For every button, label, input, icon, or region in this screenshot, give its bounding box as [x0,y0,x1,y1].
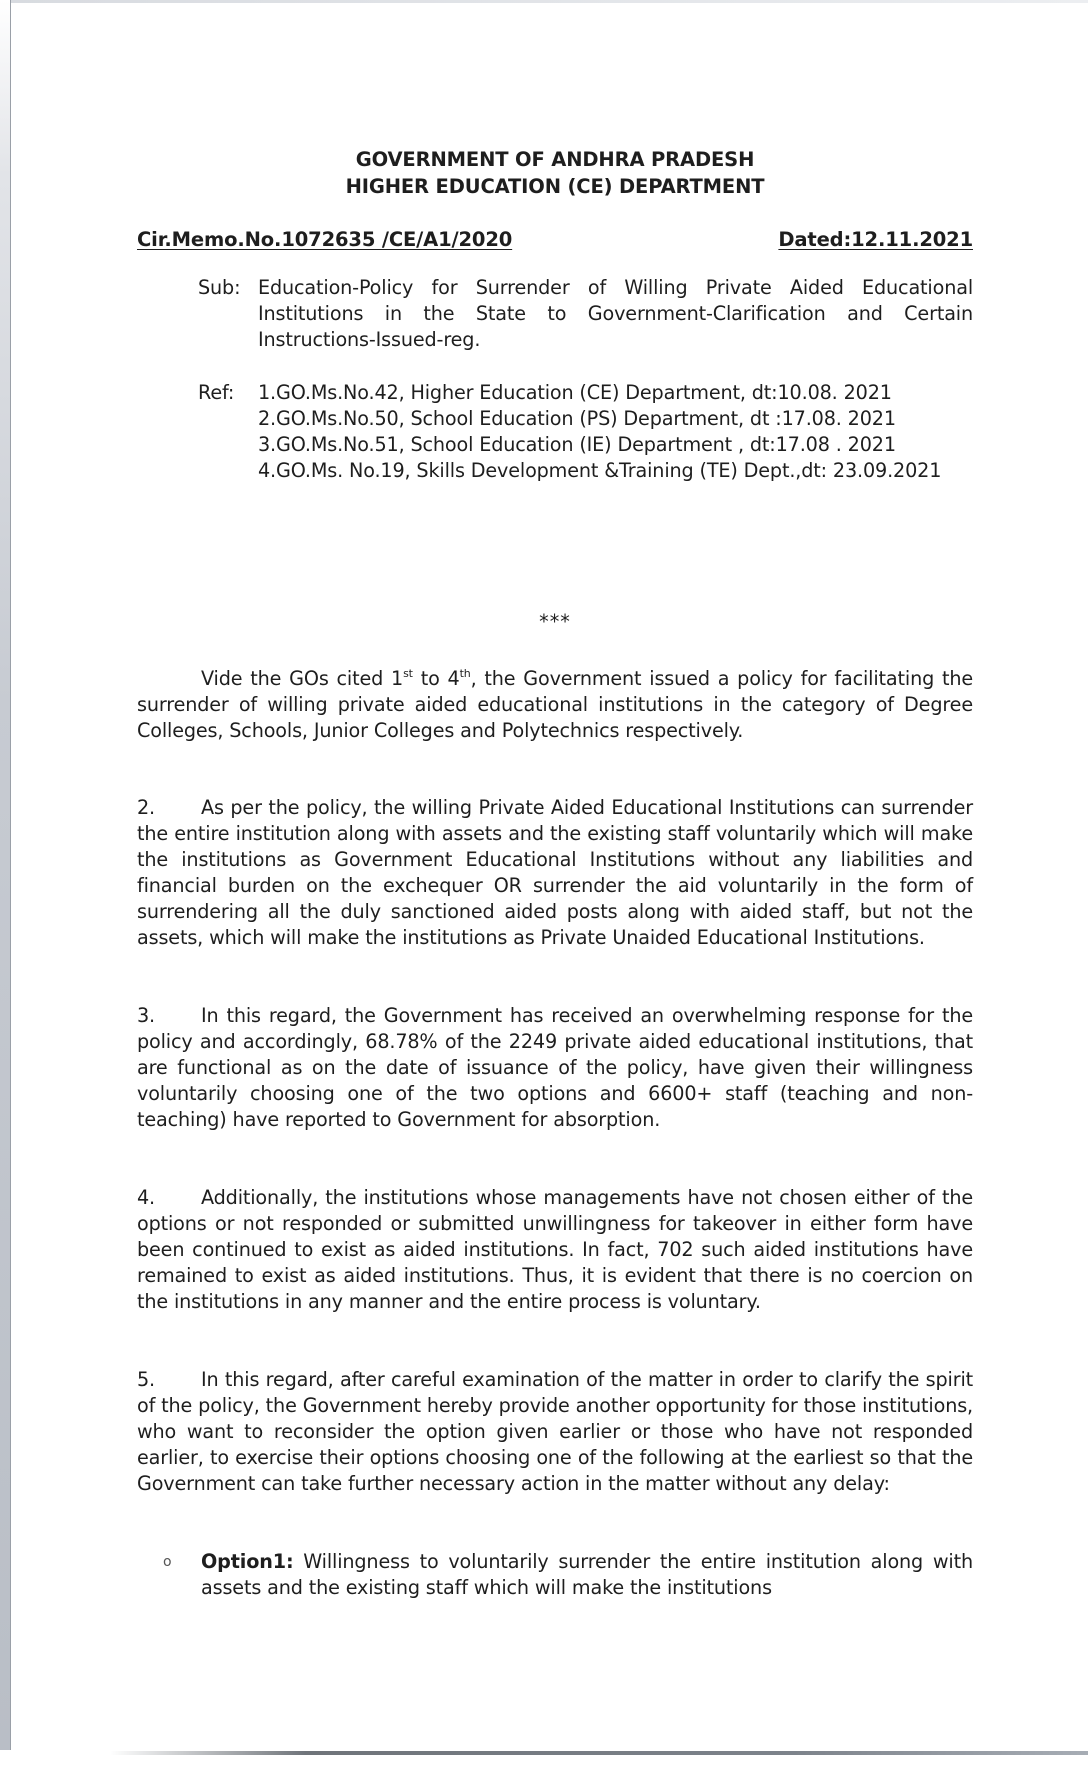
option-text: Willingness to voluntarily surrender the entire institution along with assets and the existing staff which will make the institutions [201,1550,973,1599]
scan-edge-bottom [110,1751,1088,1755]
reference-item: 4.GO.Ms. No.19, Skills Development &Training (TE) Dept.,dt: 23.09.2021 [258,459,942,482]
paragraph-1-pre: Vide the GOs cited 1 [201,667,404,690]
paragraph-1-post: , the Government issued a policy for facilitating the surrender of willing private aided educational institutions in the category of Degree Colleges, Schools, Junior Colleges and Polytechnics respectively. [137,667,974,742]
paragraph-number: 4. [137,1186,156,1209]
hollow-bullet-icon: o [163,1554,172,1570]
memo-number: Cir.Memo.No.1072635 /CE/A1/2020 [137,228,513,251]
references-block [198,380,973,484]
header-government: GOVERNMENT OF ANDHRA PRADESH [355,148,755,171]
paragraph-1-mid: to 4 [412,667,460,690]
document-header [137,146,973,200]
memo-date: Dated:12.11.2021 [778,228,973,251]
references-label: Ref: [198,381,235,404]
paragraph-5 [137,1367,973,1497]
paragraph-1 [137,666,973,744]
superscript-st: st [403,667,413,680]
paragraph-2 [137,795,973,951]
paragraph-2-text: As per the policy, the willing Private Aided Educational Institutions can surrender the entire institution along with assets and the existing staff voluntarily which will make the institutions as Government Educational Institutions without any liabilities and financial burden on the exchequer OR surrender the aid voluntarily in the form of surrendering all the duly sanctioned aided posts along with aided staff, but not the assets, which will make the institutions as Private Unaided Educational Institutions. [137,796,973,949]
paragraph-4 [137,1185,973,1315]
reference-item: 2.GO.Ms.No.50, School Education (PS) Department, dt :17.08. 2021 [258,407,896,430]
subject-block [198,275,973,353]
reference-item: 3.GO.Ms.No.51, School Education (IE) Department , dt:17.08 . 2021 [258,433,896,456]
option-item [163,1549,973,1601]
scan-edge-left [0,0,11,1750]
paragraph-number: 5. [137,1368,156,1391]
subject-text: Education-Policy for Surrender of Willing Private Aided Educational Institutions in the State to Government-Clarification and Certain Instructions-Issued-reg. [258,276,973,351]
references-list [258,380,973,484]
option-body [201,1549,973,1601]
reference-item: 1.GO.Ms.No.42, Higher Education (CE) Department, dt:10.08. 2021 [258,381,892,404]
paragraph-3-text: In this regard, the Government has received an overwhelming response for the policy and accordingly, 68.78% of the 2249 private aided educational institutions, that are functional as on the date of issuance of the policy, have given their willingness voluntarily choosing one of the two options and 6600+ staff (teaching and non-teaching) have reported to Government for absorption. [137,1004,973,1131]
section-separator: *** [539,610,571,633]
paragraph-number: 2. [137,796,156,819]
subject-label: Sub: [198,276,241,299]
scan-edge-top [8,0,1088,3]
paragraph-5-text: In this regard, after careful examination of the matter in order to clarify the spirit of the policy, the Government hereby provide another opportunity for those institutions, who want to reconsider the option given earlier or those who have not responded earlier, to exercise their options choosing one of the following at the earliest so that the Government can take further necessary action in the matter without any delay: [137,1368,973,1495]
option-label: Option1: [201,1550,294,1573]
superscript-th: th [459,667,471,680]
memo-line [137,227,973,253]
paragraph-number: 3. [137,1004,156,1027]
paragraph-4-text: Additionally, the institutions whose managements have not chosen either of the options or not responded or submitted unwillingness for takeover in either form have been continued to exist as aided institutions. In fact, 702 such aided institutions have remained to exist as aided institutions. Thus, it is evident that there is no coercion on the institutions in any manner and the entire process is voluntary. [137,1186,973,1313]
header-department: HIGHER EDUCATION (CE) DEPARTMENT [345,175,765,198]
paragraph-3 [137,1003,973,1133]
